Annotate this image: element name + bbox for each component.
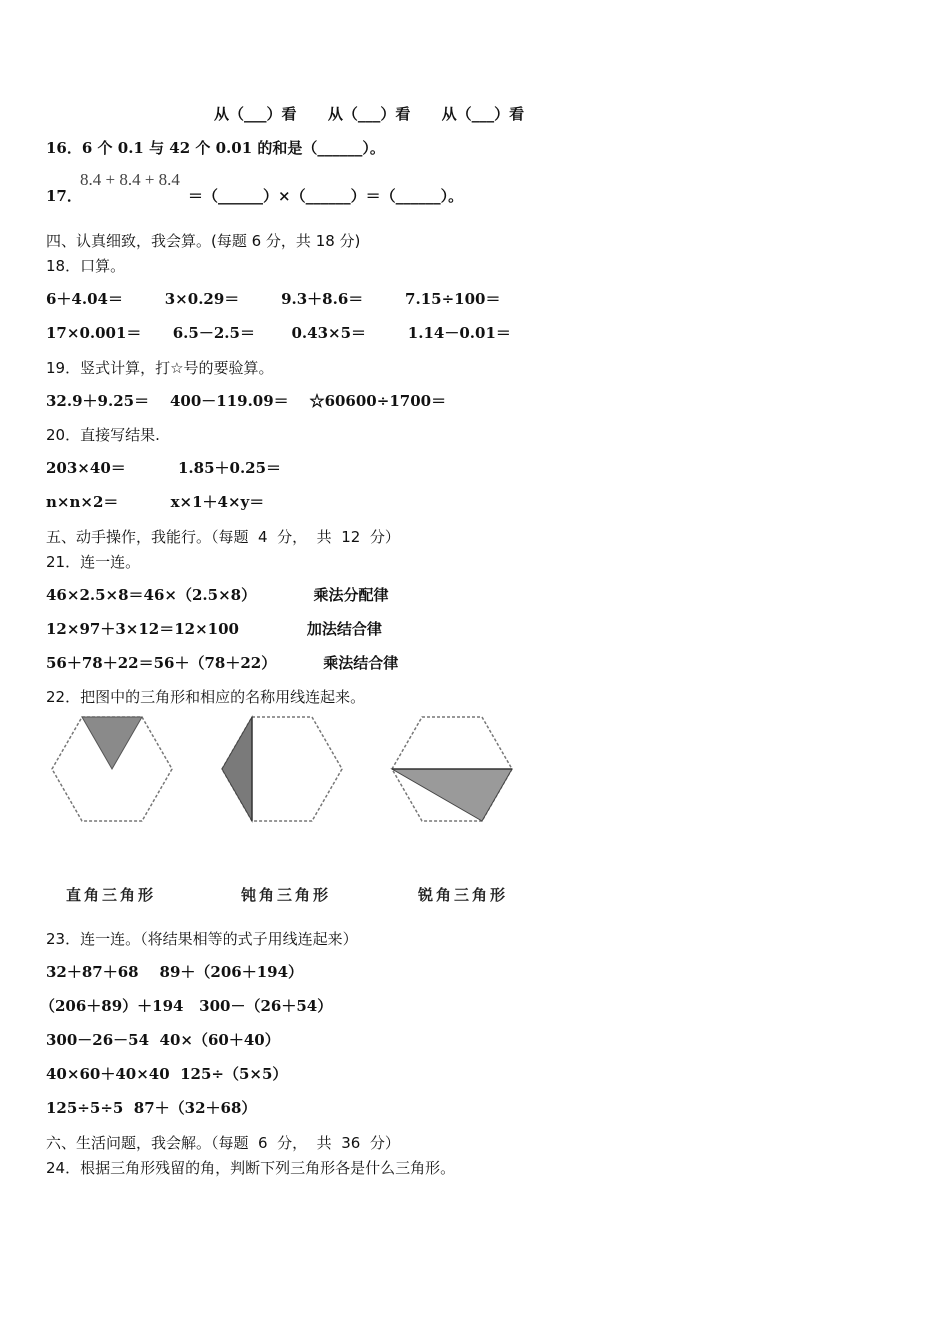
question-18: 18．口算。 [46, 257, 126, 275]
shaded-triangle-3 [392, 769, 512, 821]
question-20-row-1: 203×40＝ 1.85＋0.25＝ [46, 459, 282, 477]
question-24: 24．根据三角形残留的角，判断下列三角形各是什么三角形。 [46, 1159, 456, 1177]
question-23-row: 125÷5÷5 87＋（32＋68） [46, 1099, 257, 1117]
view-direction-line: 从（___）看 从（___）看 从（___）看 [214, 105, 525, 123]
question-23-row: （206＋89）＋194 300－（26＋54） [40, 997, 333, 1015]
question-23-row: 40×60＋40×40 125÷（5×5） [46, 1065, 288, 1083]
question-21: 21．连一连。 [46, 553, 141, 571]
question-17-blanks: ＝（______）×（______）＝（______）。 [188, 187, 464, 205]
question-19-row: 32.9＋9.25＝ 400－119.09＝ ☆60600÷1700＝ [46, 392, 447, 410]
question-17-expression: 8.4 + 8.4 + 8.4 [80, 170, 180, 189]
question-23: 23．连一连。（将结果相等的式子用线连起来） [46, 930, 358, 948]
question-21-row: 56＋78＋22＝56＋（78＋22） 乘法结合律 [46, 654, 399, 672]
hexagon-figure-3 [388, 712, 516, 826]
section-6-heading: 六、生活问题，我会解。（每题 6 分， 共 36 分） [46, 1134, 400, 1152]
question-21-row: 12×97＋3×12＝12×100 加法结合律 [46, 620, 382, 638]
section-4-heading: 四、认真细致，我会算。(每题 6 分，共 18 分) [46, 232, 361, 250]
hexagon-figure-1 [48, 712, 176, 826]
label-right-triangle: 直角三角形 [66, 886, 157, 904]
hexagon-figure-2 [218, 712, 346, 826]
question-16: 16．6 个 0.1 与 42 个 0.01 的和是（______）。 [46, 139, 385, 157]
question-22: 22．把图中的三角形和相应的名称用线连起来。 [46, 688, 366, 706]
section-5-heading: 五、动手操作，我能行。（每题 4 分， 共 12 分） [46, 528, 400, 546]
shaded-triangle-1 [82, 717, 142, 769]
question-20: 20．直接写结果. [46, 426, 160, 444]
question-18-row-2: 17×0.001＝ 6.5－2.5＝ 0.43×5＝ 1.14－0.01＝ [46, 324, 511, 342]
label-obtuse-triangle: 钝角三角形 [241, 886, 332, 904]
question-21-row: 46×2.5×8＝46×（2.5×8） 乘法分配律 [46, 586, 389, 604]
question-17-number: 17． [46, 187, 82, 205]
label-acute-triangle: 锐角三角形 [418, 886, 509, 904]
question-19: 19．竖式计算，打☆号的要验算。 [46, 359, 274, 377]
shaded-triangle-2 [222, 717, 252, 821]
question-20-row-2: n×n×2＝ x×1＋4×y＝ [46, 493, 265, 511]
question-23-row: 32＋87＋68 89＋（206＋194） [46, 963, 304, 981]
question-18-row-1: 6＋4.04＝ 3×0.29＝ 9.3＋8.6＝ 7.15÷100＝ [46, 290, 501, 308]
question-23-row: 300－26－54 40×（60＋40） [46, 1031, 280, 1049]
